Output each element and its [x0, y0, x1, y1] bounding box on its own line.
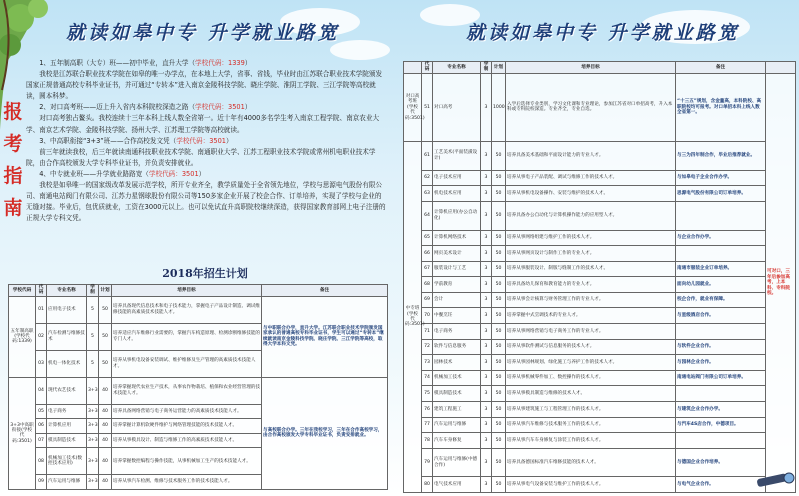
note-cell: 与电气企业合作。	[676, 477, 766, 493]
intro-paragraph	[26, 58, 386, 69]
duration-cell: 3	[481, 292, 492, 308]
major-cell: 会计	[433, 292, 481, 308]
table-header: 培养目标	[506, 62, 676, 74]
major-cell: 计算机应用	[47, 419, 87, 434]
duration-cell: 3	[481, 170, 492, 186]
table-row	[404, 261, 796, 277]
duration-cell: 3	[481, 477, 492, 493]
quota-cell: 50	[492, 246, 506, 262]
quota-cell: 50	[492, 448, 506, 477]
school-code: 学校代码：3501	[195, 103, 245, 112]
major-cell: 汽车运用与维修(中德合作)	[433, 448, 481, 477]
table-header: 培养目标	[112, 285, 262, 297]
quota-cell: 40	[99, 433, 112, 448]
major-cell: 机电一体化技术	[47, 350, 87, 377]
code-cell: 07	[36, 433, 47, 448]
major-cell: 园林技术	[433, 355, 481, 371]
goal-cell: 培养具备办公自动化与计算机操作能力的应用型人才。	[506, 201, 676, 230]
note-cell: 与汽车4S店合作，中德项目。	[676, 417, 766, 433]
goal-cell: 培养掌握中式烹调技术的专业人才。	[506, 308, 676, 324]
duration-cell: 3	[481, 386, 492, 402]
note-cell: 南通电站阀门有限公司订单培养。	[676, 370, 766, 386]
duration-cell: 3	[481, 141, 492, 170]
right-plan-table	[403, 61, 796, 493]
code-cell: 65	[422, 230, 433, 246]
goal-cell: 培养从事电子产品装配、调试与维修工作的技术人才。	[506, 170, 676, 186]
table-row	[404, 73, 796, 141]
goal-cell: 培养从事汽车车身修复与涂装工作的技术人才。	[506, 433, 676, 449]
quota-cell: 50	[492, 292, 506, 308]
goal-cell: 入学后选择专业类别，学习文化课和专业理论，参加江苏省对口单招高考，升入本科或专科院校深造。专业齐全，专业自选。	[506, 73, 676, 141]
note-cell: 与中职联合办学，直升大学。江苏联合职业技术学院颁发国家承认的普通高校专科毕业证书，学生可以通过“专转本”继续就读南京金陵科技学院、晓庄学院、三江学院等高校，取得大学本科文凭。	[262, 296, 388, 377]
table-row	[404, 308, 796, 324]
intro-body: 我校是如皋唯一的国家级改革发展示范学校，所开专业齐全，教学质量处于全省领先地位，学校与思源电气股份有限公司、南通电站阀门有限公司、江苏力星钢球股份有限公司等150多家企业开展了校企合作、订单培养，实现了学校与企业的无缝对接。毕业后，包优质就业，工资在3000元以上。也可以免试直升高职院校继续深造，获得国家教育部网上电子注册的正规大学专科文凭。	[26, 181, 386, 223]
duration-cell: 3	[481, 370, 492, 386]
table-header: 学制	[87, 285, 99, 297]
goal-cell: 培养从事服装设计、制版与缝制工作的技术人才。	[506, 261, 676, 277]
major-cell: 工艺美术(平面装潢设计)	[433, 141, 481, 170]
major-cell: 对口高考	[433, 73, 481, 141]
goal-cell: 培养从事机电设备操作、安装与维护的技术人才。	[506, 186, 676, 202]
note-cell	[676, 324, 766, 340]
table-row	[404, 417, 796, 433]
code-cell: 62	[422, 170, 433, 186]
quota-cell: 50	[492, 433, 506, 449]
table-row	[404, 324, 796, 340]
note-cell	[676, 201, 766, 230]
note-cell: 与企业合作办学。	[676, 230, 766, 246]
major-cell: 机械加工技术	[433, 370, 481, 386]
goal-cell: 培养从事电气设备安装与维护工作的技术人才。	[506, 477, 676, 493]
major-cell: 汽车车身修复	[433, 433, 481, 449]
major-cell: 服装设计与工艺	[433, 261, 481, 277]
table-header: 备注	[262, 285, 388, 297]
quota-cell: 50	[492, 186, 506, 202]
side-label	[2, 96, 24, 224]
duration-cell: 3	[481, 324, 492, 340]
quota-cell: 50	[492, 230, 506, 246]
duration-cell: 3	[481, 73, 492, 141]
school-cell: 中专班(学校代码:3501)	[404, 141, 422, 492]
goal-cell: 培养从事模具设计、制造与维修工作的高素质技术技能人才。	[112, 433, 262, 448]
side-note-cell: 可对口，三年后参加高考，上本科、专科院校。	[766, 73, 796, 492]
major-cell: 建筑工程施工	[433, 401, 481, 417]
intro-heading: 4、中专就业班——升学就业路路宽（	[39, 169, 149, 178]
major-cell: 电子商务	[433, 324, 481, 340]
quota-cell: 40	[99, 419, 112, 434]
school-cell: 对口高考班(学校代码:3501)	[404, 73, 422, 141]
left-plan-table	[8, 284, 388, 490]
note-cell: “十三五”规划，含金量高，本科院校、高职院校均可报考。对口单招本科上线人数全省第一。	[676, 73, 766, 141]
goal-cell: 培养具备美术基础和平面设计能力的专业人才。	[506, 141, 676, 170]
side-label-char: 指	[3, 165, 23, 187]
code-cell: 79	[422, 448, 433, 477]
goal-cell: 培养掌握数控编程与操作技能，从事机械加工生产的技术技能人才。	[112, 448, 262, 475]
school-code: 学校代码：3501	[176, 136, 226, 145]
duration-cell: 3	[481, 417, 492, 433]
code-cell: 01	[36, 296, 47, 323]
quota-cell: 50	[492, 477, 506, 493]
table-header: 学校代码	[9, 285, 36, 297]
table-row	[404, 339, 796, 355]
table-row	[404, 477, 796, 493]
table-row	[404, 448, 796, 477]
major-cell: 电子技术应用	[433, 170, 481, 186]
major-cell: 应用电子技术	[47, 296, 87, 323]
code-cell: 06	[36, 419, 47, 434]
table-header: 学制	[481, 62, 492, 74]
goal-cell: 培养从事汽车检测、维修与技术服务工作的技术技能人才。	[112, 475, 262, 490]
quota-cell: 40	[99, 377, 112, 404]
quota-cell: 50	[492, 339, 506, 355]
table-row	[404, 292, 796, 308]
intro-paragraph	[26, 147, 386, 169]
major-cell: 电气技术应用	[433, 477, 481, 493]
note-cell: 与园林企业合作。	[676, 355, 766, 371]
code-cell: 77	[422, 417, 433, 433]
major-cell: 学前教育	[433, 277, 481, 293]
table-row	[404, 386, 796, 402]
note-cell: 与德国企业合作培养。	[676, 448, 766, 477]
note-cell: 校企合作，就业有保障。	[676, 292, 766, 308]
major-cell: 中餐烹饪	[433, 308, 481, 324]
table-row	[404, 170, 796, 186]
major-cell: 机电技术应用	[433, 186, 481, 202]
code-cell: 03	[36, 350, 47, 377]
duration-cell: 5	[87, 350, 99, 377]
major-cell: 汽车检测与维修技术	[47, 323, 87, 350]
table-row	[404, 230, 796, 246]
intro-paragraph	[26, 180, 386, 224]
code-cell: 66	[422, 246, 433, 262]
intro-heading-end: ）	[244, 103, 252, 112]
goal-cell: 培养从事机电设备安装调试、维护维修及生产管理的高素质技术技能人才。	[112, 350, 262, 377]
quota-cell: 50	[492, 201, 506, 230]
intro-text	[26, 58, 386, 224]
note-cell: 与星级酒店合作。	[676, 308, 766, 324]
note-cell: 面向幼儿园就业。	[676, 277, 766, 293]
intro-heading-end: ）	[198, 169, 206, 178]
major-cell: 软件与信息服务	[433, 339, 481, 355]
note-cell: 与软件企业合作。	[676, 339, 766, 355]
quota-cell: 50	[492, 141, 506, 170]
goal-cell: 培养掌握计算机软硬件维护与网络管理技能的技术技能人才。	[112, 419, 262, 434]
goal-cell: 培养从事会计核算与财务管理工作的专业人才。	[506, 292, 676, 308]
duration-cell: 3	[481, 355, 492, 371]
code-cell: 63	[422, 186, 433, 202]
quota-cell: 50	[492, 370, 506, 386]
code-cell: 70	[422, 308, 433, 324]
note-cell: 南通市服装企业订单培养。	[676, 261, 766, 277]
code-cell: 02	[36, 323, 47, 350]
intro-heading: 1、五年制高职（大专）班——初中毕业，直升大学（	[39, 59, 196, 67]
goal-cell: 培养具备网络营销与电子商务运营能力的高素质技术技能人才。	[112, 404, 262, 419]
table-row	[404, 246, 796, 262]
major-cell: 汽车运用与维修	[47, 475, 87, 490]
code-cell: 73	[422, 355, 433, 371]
note-cell	[676, 246, 766, 262]
goal-cell: 培养从事模具制造与维修的技术人才。	[506, 386, 676, 402]
note-cell: 与建筑企业合作办学。	[676, 401, 766, 417]
goal-cell: 培养适应汽车维修行业需要的，掌握汽车构造原理、检测诊断维修技能的专门人才。	[112, 323, 262, 350]
table-header: 代码	[422, 62, 433, 74]
table-header	[404, 62, 422, 74]
intro-heading-end: ）	[225, 136, 233, 145]
duration-cell: 3	[481, 261, 492, 277]
goal-cell: 培养从事机械零件加工、数控操作的技术人才。	[506, 370, 676, 386]
major-cell: 计算机网络技术	[433, 230, 481, 246]
table-header: 计划	[492, 62, 506, 74]
goal-cell: 培养从事园林规划、绿化施工与养护工作的技术人才。	[506, 355, 676, 371]
quota-cell: 50	[492, 355, 506, 371]
goal-cell: 培养具备幼儿保育和教育能力的专业人才。	[506, 277, 676, 293]
duration-cell: 3+3	[87, 377, 99, 404]
banner-left: 就读如皋中专 升学就业路宽	[66, 22, 340, 44]
intro-body: 我校是江苏联合职业技术学院在如皋的唯一办学点，在本地上大学，省事、省钱，毕业时由江苏联合职业技术学院颁发国家正规普通高校专科毕业证书，并可通过“专转本”进入南京金陵科技学院、晓庄学院、淮阴工学院、三江学院等高校就读，圆本科梦。	[26, 70, 383, 101]
goal-cell: 培养从事网络组建与维护工作的技术人才。	[506, 230, 676, 246]
code-cell: 80	[422, 477, 433, 493]
code-cell: 04	[36, 377, 47, 404]
duration-cell: 3	[481, 230, 492, 246]
duration-cell: 5	[87, 296, 99, 323]
code-cell: 74	[422, 370, 433, 386]
duration-cell: 3+3	[87, 448, 99, 475]
table-row	[404, 186, 796, 202]
goal-cell: 培养从事汽车维修与技术服务工作的技术人才。	[506, 417, 676, 433]
goal-cell: 培养从事网页设计与制作工作的专业人才。	[506, 246, 676, 262]
duration-cell: 3	[481, 339, 492, 355]
duration-cell: 3	[481, 246, 492, 262]
quota-cell: 50	[99, 323, 112, 350]
intro-paragraph	[26, 69, 386, 102]
note-cell: 思源电气股份有限公司订单培养。	[676, 186, 766, 202]
intro-heading: 3、中高职衔接“3+3”班——合作高校发文凭（	[39, 136, 177, 145]
major-cell: 机械加工技术(数控技术应用)	[47, 448, 87, 475]
quota-cell: 40	[99, 475, 112, 490]
school-cell: 3+3中高职衔接(学校代码:3501)	[9, 377, 36, 489]
quota-cell: 50	[492, 277, 506, 293]
quota-cell: 50	[492, 308, 506, 324]
code-cell: 61	[422, 141, 433, 170]
goal-cell: 培养从事软件测试与信息服务的技术人才。	[506, 339, 676, 355]
duration-cell: 3+3	[87, 433, 99, 448]
telescope-icon	[753, 470, 797, 490]
school-code: 学校代码：1339	[195, 59, 245, 67]
duration-cell: 5	[87, 323, 99, 350]
duration-cell: 3	[481, 201, 492, 230]
table-row	[404, 370, 796, 386]
side-label-char: 考	[3, 133, 23, 155]
major-cell: 模具制造技术	[47, 433, 87, 448]
quota-cell: 50	[99, 296, 112, 323]
goal-cell: 培养从事网络营销与电子商务工作的专业人才。	[506, 324, 676, 340]
code-cell: 09	[36, 475, 47, 490]
table-row	[404, 201, 796, 230]
duration-cell: 3	[481, 433, 492, 449]
table-header: 专业名称	[47, 285, 87, 297]
table-row	[404, 355, 796, 371]
table-row	[404, 277, 796, 293]
school-cell: 五年制高职(学校代码:1339)	[9, 296, 36, 377]
note-cell	[676, 386, 766, 402]
major-cell: 电子商务	[47, 404, 87, 419]
intro-paragraph	[26, 102, 386, 113]
note-cell: 与高校联合办学。三年在我校学习，三年在合作高校学习，由合作高校颁发大学专科毕业证书，负责安排就业。	[262, 377, 388, 489]
quota-cell: 1000	[492, 73, 506, 141]
duration-cell: 3	[481, 186, 492, 202]
table-row	[404, 141, 796, 170]
code-cell: 72	[422, 339, 433, 355]
code-cell: 64	[422, 201, 433, 230]
code-cell: 67	[422, 261, 433, 277]
duration-cell: 3	[481, 277, 492, 293]
side-label-char: 报	[3, 101, 23, 123]
table-row	[9, 377, 388, 404]
code-cell: 68	[422, 277, 433, 293]
intro-heading: 2、对口高考班——迈上升入省内本科院校深造之路（	[39, 103, 196, 112]
quota-cell: 50	[492, 170, 506, 186]
code-cell: 75	[422, 386, 433, 402]
table-header: 备注	[676, 62, 766, 74]
code-cell: 51	[422, 73, 433, 141]
intro-heading-end: ）	[244, 59, 252, 67]
duration-cell: 3+3	[87, 419, 99, 434]
code-cell: 78	[422, 433, 433, 449]
duration-cell: 3	[481, 448, 492, 477]
goal-cell: 培养具备现代信息技术和电子技术能力，掌握电子产品设计制造、调试维修技能的高素质技术技能人才。	[112, 296, 262, 323]
intro-paragraph	[26, 169, 386, 180]
code-cell: 71	[422, 324, 433, 340]
code-cell: 76	[422, 401, 433, 417]
duration-cell: 3+3	[87, 475, 99, 490]
quota-cell: 50	[492, 324, 506, 340]
table-row	[404, 433, 796, 449]
table-row	[404, 401, 796, 417]
major-cell: 现代农艺技术	[47, 377, 87, 404]
table-header: 代码	[36, 285, 47, 297]
banner-right: 就读如皋中专 升学就业路宽	[466, 22, 740, 44]
code-cell: 05	[36, 404, 47, 419]
intro-paragraph	[26, 136, 386, 147]
code-cell: 08	[36, 448, 47, 475]
duration-cell: 3	[481, 308, 492, 324]
intro-body: 对口高考独占鳌头。我校连续十三年本科上线人数全省第一。近十年有4000多名学生考入南京工程学院、南京农业大学、南京艺术学院、金陵科技学院、扬州大学、江苏理工学院等高校就读。	[26, 114, 380, 134]
duration-cell: 3	[481, 401, 492, 417]
quota-cell: 50	[492, 417, 506, 433]
quota-cell: 40	[99, 404, 112, 419]
goal-cell: 培养掌握现代农业生产技术，从事农作物栽培、植保和农业经营管理的技术技能人才。	[112, 377, 262, 404]
code-cell: 69	[422, 292, 433, 308]
school-code: 学校代码：3501	[148, 169, 199, 178]
note-cell	[676, 433, 766, 449]
intro-body: 前三年就读我校，后三年就读南通科技职业技术学院、南通职业大学、江苏工程职业技术学院或常州机电职业技术学院，由合作高校颁发大学专科毕业证书，并负责安排就业。	[26, 147, 376, 167]
quota-cell: 50	[492, 261, 506, 277]
note-cell: 与三为四年制合作，毕业后推荐就业。	[676, 141, 766, 170]
table-header: 计划	[99, 285, 112, 297]
note-cell: 与如皋电子企业合作办学。	[676, 170, 766, 186]
duration-cell: 3+3	[87, 404, 99, 419]
intro-paragraph	[26, 113, 386, 135]
major-cell: 网页美术设计	[433, 246, 481, 262]
quota-cell: 50	[492, 401, 506, 417]
goal-cell: 培养从事建筑施工与工程管理工作的技术人才。	[506, 401, 676, 417]
quota-cell: 50	[492, 386, 506, 402]
table-header	[766, 62, 796, 74]
quota-cell: 50	[99, 350, 112, 377]
quota-cell: 40	[99, 448, 112, 475]
major-cell: 计算机应用(办公自动化)	[433, 201, 481, 230]
major-cell: 汽车运用与维修	[433, 417, 481, 433]
side-label-char: 南	[3, 197, 23, 219]
table-row	[9, 296, 388, 323]
major-cell: 模具制造技术	[433, 386, 481, 402]
plan-title: 2018年招生计划	[162, 267, 248, 280]
goal-cell: 培养具备德国标准汽车维修技能的技术人才。	[506, 448, 676, 477]
table-header: 专业名称	[433, 62, 481, 74]
